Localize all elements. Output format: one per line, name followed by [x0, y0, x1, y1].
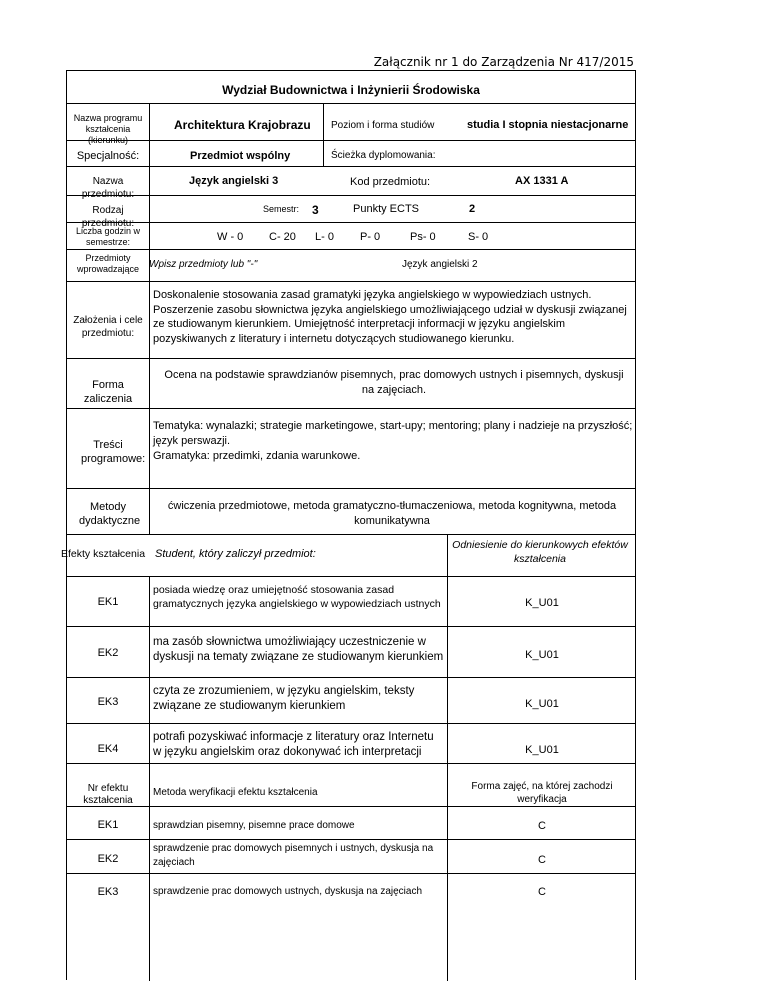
prereq-value: Język angielski 2 — [402, 259, 478, 270]
code-value: AX 1331 A — [515, 175, 569, 187]
program-value: Architektura Krajobrazu — [174, 118, 311, 132]
level-label: Poziom i forma studiów — [331, 120, 435, 131]
verification-id-label: Nr efektu kształcenia — [83, 783, 133, 806]
verification-1-method: sprawdzian pisemny, pisemne prace domowe — [153, 820, 355, 831]
goals-text: Doskonalenie stosowania zasad gramatyki języka angielskiego w wypowiedziach ustnych. Poszerzenie zasobu słownictwa języka angielskiego umożliwiającego udział w dyskusji związanej ze studiowanym kierunkiem. Umiejętność interpretacji informacji w języku angielskim pozyskiwanych z literatury i internetu dotyczących studiowanego kierunku. — [153, 289, 627, 345]
hours-c: C- 20 — [269, 231, 296, 243]
content-line1: Tematyka: wynalazki; strategie marketingowe, start-upy; mentoring; plany i nadzieje na przyszłość; — [153, 420, 633, 432]
verification-form-label: Forma zajęć, na której zachodzi weryfikacja — [471, 781, 613, 806]
outcome-4-id: EK4 — [97, 743, 119, 755]
verification-2-form: C — [538, 854, 546, 866]
outcome-4-text: potrafi pozyskiwać informacje z literatury oraz Internetu w języku angielskim oraz dokonywać ich interpretacji — [153, 731, 434, 759]
outcome-3-text: czyta ze zrozumieniem, w języku angielskim, teksty związane ze studiowanym kierunkiem — [153, 685, 415, 713]
program-label: Nazwa programu kształcenia (kierunku) — [73, 113, 143, 145]
subject-label: Nazwa przedmiotu: — [81, 176, 135, 200]
verification-3-form: C — [538, 886, 546, 898]
verification-3-method: sprawdzenie prac domowych ustnych, dyskusja na zajęciach — [153, 886, 423, 897]
outcome-1-text: posiada wiedzę oraz umiejętność stosowania zasad gramatycznych języka angielskiego w wypowiedziach ustnych — [153, 584, 441, 610]
code-label: Kod przedmiotu: — [350, 176, 431, 188]
outcome-2-id: EK2 — [97, 647, 119, 659]
outcome-3-ref: K_U01 — [525, 698, 559, 710]
hours-ps: Ps- 0 — [410, 231, 436, 243]
goals-label: Założenia i cele przedmiotu: — [73, 315, 143, 339]
specialty-label: Specjalność: — [76, 150, 140, 162]
methods-text: ćwiczenia przedmiotowe, metoda gramatyczno-tłumaczeniowa, metoda kognitywna, metoda komunikatywna — [167, 500, 617, 527]
outcome-2-text: ma zasób słownictwa umożliwiający uczestniczenie w dyskusji na tematy związane ze studiowanym kierunkiem — [153, 636, 444, 664]
outcomes-ref-label: Odniesienie do kierunkowych efektów kształcenia — [452, 539, 628, 565]
verification-1-id: EK1 — [97, 819, 119, 831]
prereq-label: Przedmioty wprowadzające — [76, 253, 140, 274]
hours-w: W - 0 — [217, 231, 244, 243]
verification-2-id: EK2 — [97, 853, 119, 865]
hours-label: Liczba godzin w semestrze: — [75, 226, 141, 247]
semester-label: Semestr: — [263, 204, 300, 214]
outcomes-label: Efekty kształcenia — [61, 548, 146, 560]
outcome-1-ref: K_U01 — [525, 597, 559, 609]
prereq-hint: Wpisz przedmioty lub "-" — [149, 259, 258, 270]
ects-label: Punkty ECTS — [353, 203, 420, 215]
hours-s: S- 0 — [468, 231, 489, 243]
semester-value: 3 — [312, 203, 319, 217]
subject-value: Język angielski 3 — [189, 175, 279, 187]
outcome-4-ref: K_U01 — [525, 744, 559, 756]
student-label: Student, który zaliczył przedmiot: — [155, 548, 316, 560]
outcome-3-id: EK3 — [97, 696, 119, 708]
type-label: Rodzaj przedmiotu: — [81, 205, 135, 229]
verification-1-form: C — [538, 820, 546, 832]
verification-2-method: sprawdzenie prac domowych pisemnych i ustnych, dyskusja na zajęciach — [153, 843, 434, 868]
syllabus-table — [61, 70, 636, 980]
outcome-2-ref: K_U01 — [525, 649, 559, 661]
specialty-value: Przedmiot wspólny — [190, 150, 291, 162]
document-reference: Załącznik nr 1 do Zarządzenia Nr 417/2015 — [373, 55, 634, 69]
assessment-label: Forma zaliczenia — [83, 379, 133, 405]
hours-l: L- 0 — [315, 231, 334, 243]
outcome-1-id: EK1 — [97, 596, 119, 608]
verification-3-id: EK3 — [97, 886, 119, 898]
ects-value: 2 — [469, 203, 476, 215]
faculty-title: Wydział Budownictwa i Inżynierii Środowiska — [222, 83, 480, 97]
level-value: studia I stopnia niestacjonarne — [467, 119, 629, 131]
verification-method-label: Metoda weryfikacji efektu kształcenia — [153, 787, 318, 798]
content-line3: Gramatyka: przedimki, zdania warunkowe. — [153, 450, 361, 462]
path-label: Ścieżka dyplomowania: — [331, 150, 436, 161]
content-label: Treści programowe: — [81, 439, 146, 465]
hours-p: P- 0 — [360, 231, 381, 243]
content-line2: język perswazji. — [153, 435, 231, 447]
methods-label: Metody dydaktyczne — [79, 501, 141, 527]
assessment-text: Ocena na podstawie sprawdzianów pisemnych, prac domowych ustnych i pisemnych, dyskusji na zajęciach. — [164, 369, 624, 396]
